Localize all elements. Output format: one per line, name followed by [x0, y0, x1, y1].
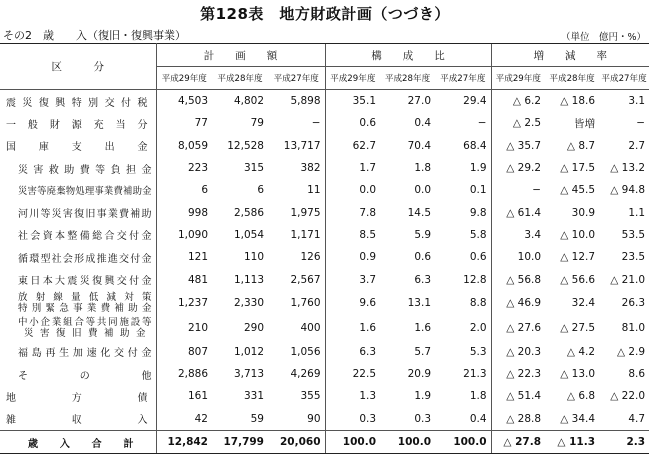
cell-value: 355	[300, 390, 321, 403]
cell-value: 13.1	[407, 297, 432, 310]
cell-value: 110	[243, 251, 264, 264]
cell-value: 2,567	[290, 273, 321, 286]
cell-value: 1,113	[233, 273, 264, 286]
cell-value: 1,012	[233, 345, 264, 358]
cell-value: △ 6.8	[566, 390, 596, 403]
row-label	[0, 224, 156, 246]
table-row	[0, 157, 649, 179]
cell-value: 100.0	[325, 430, 380, 453]
cell-value: 5.9	[414, 228, 432, 241]
cell-value: 81.0	[621, 322, 646, 335]
cell-value: 0.9	[325, 246, 380, 268]
cell-value: 0.4	[469, 412, 487, 425]
header-year: 平成27年度	[435, 67, 491, 90]
cell-value: △ 8.7	[566, 139, 596, 152]
cell-value: 100.0	[380, 430, 435, 453]
cell-value: 0.1	[469, 184, 487, 197]
header-year: 平成28年度	[380, 67, 435, 90]
cell-value: 2,586	[233, 206, 264, 219]
cell-value: △ 10.0	[560, 228, 596, 241]
cell-value: 5.3	[469, 345, 487, 358]
cell-value: 59	[250, 412, 264, 425]
cell-value: 6	[257, 184, 264, 197]
cell-value: 27.0	[407, 95, 432, 108]
row-label-text: 循環型社会形成推進交付金	[18, 253, 152, 265]
cell-value: 1.3	[325, 385, 380, 407]
cell-value: 100.0	[435, 430, 491, 453]
cell-value: 8.8	[469, 297, 487, 310]
cell-value: 5.7	[414, 345, 432, 358]
table-row	[0, 363, 649, 385]
cell-value: 20,060	[268, 430, 325, 453]
row-label	[0, 112, 156, 134]
cell-value: 1,975	[290, 206, 321, 219]
header-row-groups	[0, 44, 649, 67]
row-label-text: 歳 入 合 計	[28, 438, 134, 450]
cell-value: 13,717	[283, 139, 321, 152]
cell-value: 0.6	[325, 112, 380, 134]
cell-value: 62.7	[325, 135, 380, 157]
cell-value: 7.8	[325, 201, 380, 223]
cell-value: 4,269	[290, 368, 321, 381]
cell-value: △ 34.4	[560, 412, 596, 425]
cell-value: △ 21.0	[610, 273, 646, 286]
cell-value: 20.9	[407, 368, 432, 381]
table-row	[0, 224, 649, 246]
row-label	[0, 201, 156, 223]
cell-value: 126	[300, 251, 321, 264]
cell-value: 5,898	[290, 95, 321, 108]
table-row	[0, 291, 649, 316]
table-row	[0, 316, 649, 341]
row-label	[0, 291, 156, 316]
cell-value: 23.5	[621, 251, 646, 264]
cell-value: 2,330	[233, 297, 264, 310]
cell-value: 79	[250, 117, 264, 130]
cell-value: 6	[201, 184, 208, 197]
row-label	[0, 341, 156, 363]
row-label-text: 災害等廃棄物処理事業費補助金	[18, 186, 152, 198]
header-year: 平成27年度	[268, 67, 325, 90]
cell-value: 382	[300, 162, 321, 175]
cell-value: △ 56.8	[491, 268, 545, 290]
cell-value: △ 94.8	[610, 184, 646, 197]
cell-value: △ 35.7	[491, 135, 545, 157]
cell-value: 6.3	[325, 341, 380, 363]
cell-value: 223	[187, 162, 208, 175]
row-label	[0, 157, 156, 179]
row-label-text: 社会資本整備総合交付金	[18, 231, 152, 243]
cell-value: 26.3	[621, 297, 646, 310]
table-row	[0, 408, 649, 431]
page-title: 第128表 地方財政計画（つづき）	[200, 5, 450, 23]
cell-value: 807	[187, 345, 208, 358]
header-year: 平成28年度	[545, 67, 599, 90]
row-label-line2: 特別緊急事業費補助金	[18, 303, 152, 315]
table-subtitle: その2 歳 入（復旧・復興事業）	[3, 29, 186, 42]
cell-value: 12,842	[156, 430, 212, 453]
cell-value: 8,059	[177, 139, 208, 152]
header-group-plan: 計 画 額	[156, 44, 325, 67]
cell-value: △ 22.0	[610, 390, 646, 403]
cell-value: 9.8	[469, 206, 487, 219]
cell-value: 皆増	[574, 117, 596, 130]
cell-value: △ 46.9	[491, 291, 545, 316]
cell-value: 22.5	[325, 363, 380, 385]
cell-value: −	[491, 179, 545, 201]
cell-value: △ 6.2	[491, 90, 545, 113]
cell-value: 6.3	[414, 273, 432, 286]
row-label-text: 福島再生加速化交付金	[18, 348, 152, 360]
cell-value: 1.8	[414, 162, 432, 175]
cell-value: 12.8	[463, 273, 487, 286]
cell-value: 331	[243, 390, 264, 403]
cell-value: 14.5	[407, 206, 432, 219]
table-row	[0, 385, 649, 407]
cell-value: 2,886	[177, 368, 208, 381]
cell-value: 0.4	[414, 117, 432, 130]
cell-value: △ 29.2	[491, 157, 545, 179]
cell-value: △ 11.3	[545, 430, 599, 453]
table-row	[0, 201, 649, 223]
cell-value: △ 51.4	[491, 385, 545, 407]
cell-value: 1,090	[177, 228, 208, 241]
cell-value: △ 13.2	[610, 162, 646, 175]
cell-value: 400	[300, 322, 321, 335]
cell-value: 5.8	[469, 228, 487, 241]
cell-value: 68.4	[463, 139, 487, 152]
row-label	[0, 408, 156, 431]
cell-value: 0.0	[414, 184, 432, 197]
cell-value: 77	[194, 117, 208, 130]
cell-value: △ 56.6	[560, 273, 596, 286]
cell-value: △ 12.7	[560, 251, 596, 264]
header-year: 平成27年度	[599, 67, 649, 90]
cell-value: 161	[187, 390, 208, 403]
total-row	[0, 430, 649, 453]
row-label-line1: 中小企業組合等共同施設等	[18, 317, 152, 329]
row-label	[0, 430, 156, 453]
cell-value: △ 22.3	[491, 363, 545, 385]
cell-value: △ 4.2	[566, 345, 596, 358]
cell-value: 42	[194, 412, 208, 425]
cell-value: 2.3	[599, 430, 649, 453]
header-group-ratio: 構 成 比	[325, 44, 491, 67]
cell-value: △ 27.6	[491, 316, 545, 341]
cell-value: 3.7	[325, 268, 380, 290]
row-label-text: 震災復興特別交付税	[6, 97, 148, 109]
cell-value: 315	[243, 162, 264, 175]
cell-value: 2.7	[628, 139, 646, 152]
cell-value: 290	[243, 322, 264, 335]
cell-value: 21.3	[463, 368, 487, 381]
row-label-text: 地 方 債	[6, 392, 148, 404]
cell-value: 0.3	[325, 408, 380, 431]
cell-value: △ 45.5	[560, 184, 596, 197]
cell-value: 32.4	[571, 297, 596, 310]
cell-value: △ 17.5	[560, 162, 596, 175]
table-row	[0, 246, 649, 268]
cell-value: 30.9	[571, 206, 596, 219]
cell-value: 121	[187, 251, 208, 264]
cell-value: 17,799	[212, 430, 268, 453]
cell-value: −	[477, 117, 487, 130]
cell-value: 9.6	[325, 291, 380, 316]
cell-value: 4,802	[233, 95, 264, 108]
cell-value: 70.4	[407, 139, 432, 152]
table-row	[0, 112, 649, 134]
header-year: 平成29年度	[491, 67, 545, 90]
cell-value: −	[636, 117, 646, 130]
cell-value: △ 20.3	[491, 341, 545, 363]
cell-value: 8.6	[628, 368, 646, 381]
row-label-text: 河川等災害復旧事業費補助	[18, 209, 152, 221]
cell-value: 4,503	[177, 95, 208, 108]
cell-value: 3,713	[233, 368, 264, 381]
header-year: 平成29年度	[325, 67, 380, 90]
row-label	[0, 385, 156, 407]
cell-value: 1.9	[414, 390, 432, 403]
cell-value: 1.7	[325, 157, 380, 179]
cell-value: 29.4	[463, 95, 487, 108]
cell-value: 2.0	[469, 322, 487, 335]
cell-value: 481	[187, 273, 208, 286]
cell-value: 4.7	[628, 412, 646, 425]
row-label	[0, 179, 156, 201]
table-row	[0, 90, 649, 113]
cell-value: 1,760	[290, 297, 321, 310]
cell-value: 90	[307, 412, 321, 425]
row-label-text: 雑 収 入	[6, 415, 148, 427]
header-kubun: 区 分	[0, 44, 156, 90]
cell-value: △ 27.5	[560, 322, 596, 335]
cell-value: △ 2.5	[491, 112, 545, 134]
row-label	[0, 246, 156, 268]
row-label	[0, 363, 156, 385]
cell-value: △ 2.9	[616, 345, 646, 358]
cell-value: 0.0	[325, 179, 380, 201]
row-label	[0, 135, 156, 157]
cell-value: 12,528	[227, 139, 264, 152]
cell-value: △ 13.0	[560, 368, 596, 381]
cell-value: 8.5	[325, 224, 380, 246]
cell-value: △ 27.8	[491, 430, 545, 453]
cell-value: 1.6	[325, 316, 380, 341]
row-label-text: 国庫支出金	[6, 142, 148, 154]
cell-value: 1.6	[414, 322, 432, 335]
row-label-text: そ の 他	[18, 370, 152, 382]
cell-value: −	[311, 117, 321, 130]
cell-value: 0.6	[414, 251, 432, 264]
row-label-text: 災害救助費等負担金	[18, 164, 152, 176]
cell-value: 35.1	[325, 90, 380, 113]
header-group-change: 増 減 率	[491, 44, 649, 67]
cell-value: 11	[307, 184, 321, 197]
cell-value: △ 28.8	[491, 408, 545, 431]
finance-table	[0, 43, 649, 454]
unit-note: （単位 億円・%）	[560, 32, 646, 43]
cell-value: 210	[187, 322, 208, 335]
row-label	[0, 268, 156, 290]
cell-value: 3.4	[491, 224, 545, 246]
table-row	[0, 179, 649, 201]
cell-value: 53.5	[621, 228, 646, 241]
cell-value: 0.3	[414, 412, 432, 425]
table-row	[0, 268, 649, 290]
cell-value: 0.6	[469, 251, 487, 264]
cell-value: △ 61.4	[491, 201, 545, 223]
cell-value: △ 18.6	[560, 95, 596, 108]
row-label-line2: 災害復旧費補助金	[24, 328, 146, 340]
table-row	[0, 135, 649, 157]
cell-value: 3.1	[628, 95, 646, 108]
cell-value: 1.9	[469, 162, 487, 175]
cell-value: 1,237	[177, 297, 208, 310]
table-row	[0, 341, 649, 363]
cell-value: 998	[187, 206, 208, 219]
row-label	[0, 316, 156, 341]
cell-value: 1,171	[290, 228, 321, 241]
row-label	[0, 90, 156, 113]
cell-value: 1.8	[469, 390, 487, 403]
row-label-text: 一般財源充当分	[6, 119, 148, 131]
cell-value: 1,056	[290, 345, 321, 358]
cell-value: 1.1	[628, 206, 646, 219]
cell-value: 1,054	[233, 228, 264, 241]
header-year: 平成29年度	[156, 67, 212, 90]
cell-value: 10.0	[491, 246, 545, 268]
row-label-line1: 放射線量低減対策	[18, 292, 152, 304]
header-year: 平成28年度	[212, 67, 268, 90]
row-label-text: 東日本大震災復興交付金	[18, 276, 152, 288]
